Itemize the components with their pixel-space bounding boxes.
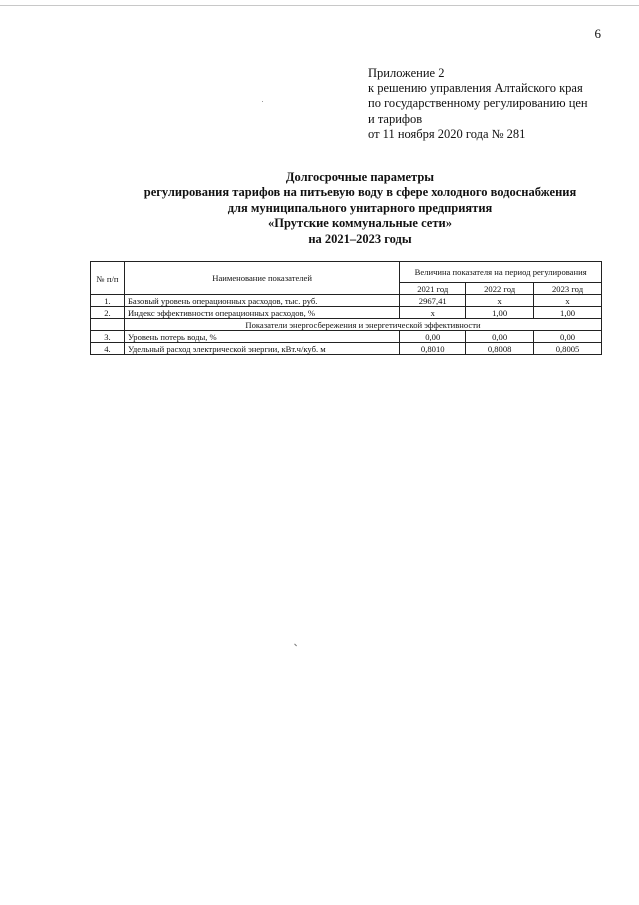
table-row xyxy=(91,307,602,319)
title-line: на 2021–2023 годы xyxy=(308,231,412,246)
parameters-table xyxy=(90,261,602,355)
row-name: Уровень потерь воды, % xyxy=(124,331,399,343)
row-value: 0,00 xyxy=(400,331,466,343)
row-name: Индекс эффективности операционных расходов, % xyxy=(124,307,399,319)
appendix-line: и тарифов xyxy=(368,111,423,126)
section-title: Показатели энергосбережения и энергетической эффективности xyxy=(124,319,601,331)
row-num: 3. xyxy=(91,331,125,343)
document-title xyxy=(80,170,639,247)
row-num: 2. xyxy=(91,307,125,319)
table-section-row xyxy=(91,319,602,331)
appendix-line: Приложение 2 xyxy=(368,66,445,80)
row-value: 0,00 xyxy=(466,331,534,343)
page-number: 6 xyxy=(594,26,601,41)
appendix-note xyxy=(368,66,633,142)
header-name: Наименование показателей xyxy=(124,262,399,295)
row-name: Удельный расход электрической энергии, кВт.ч/куб. м xyxy=(124,343,399,355)
row-value: х xyxy=(466,295,534,307)
table-row xyxy=(91,343,602,355)
top-border-line xyxy=(0,5,639,6)
header-year: 2023 год xyxy=(534,283,602,295)
scan-speck xyxy=(262,101,263,102)
header-year: 2021 год xyxy=(400,283,466,295)
appendix-line: от 11 ноября 2020 года № 281 xyxy=(368,126,526,141)
row-value: х xyxy=(534,295,602,307)
row-value: 0,00 xyxy=(534,331,602,343)
appendix-line: к решению управления Алтайского края xyxy=(368,81,583,96)
header-year: 2022 год xyxy=(466,283,534,295)
row-num: 4. xyxy=(91,343,125,355)
row-value: 0,8010 xyxy=(400,343,466,355)
section-num-empty xyxy=(91,319,125,331)
table-row xyxy=(91,331,602,343)
header-num: № п/п xyxy=(91,262,125,295)
header-period: Величина показателя на период регулирования xyxy=(400,262,602,283)
appendix-line: по государственному регулированию цен xyxy=(368,96,588,111)
title-line: для муниципального унитарного предприятия xyxy=(227,200,493,215)
table-header-row xyxy=(91,262,602,283)
title-line: Долгосрочные параметры xyxy=(285,170,435,184)
row-value: 2967,41 xyxy=(400,295,466,307)
row-value: 0,8005 xyxy=(534,343,602,355)
row-name: Базовый уровень операционных расходов, тыс. руб. xyxy=(124,295,399,307)
scan-mark xyxy=(292,644,297,649)
row-num: 1. xyxy=(91,295,125,307)
row-value: х xyxy=(400,307,466,319)
title-line: регулирования тарифов на питьевую воду в сфере холодного водоснабжения xyxy=(143,185,577,200)
row-value: 1,00 xyxy=(466,307,534,319)
row-value: 1,00 xyxy=(534,307,602,319)
table-row xyxy=(91,295,602,307)
title-line: «Прутские коммунальные сети» xyxy=(268,216,452,231)
row-value: 0,8008 xyxy=(466,343,534,355)
